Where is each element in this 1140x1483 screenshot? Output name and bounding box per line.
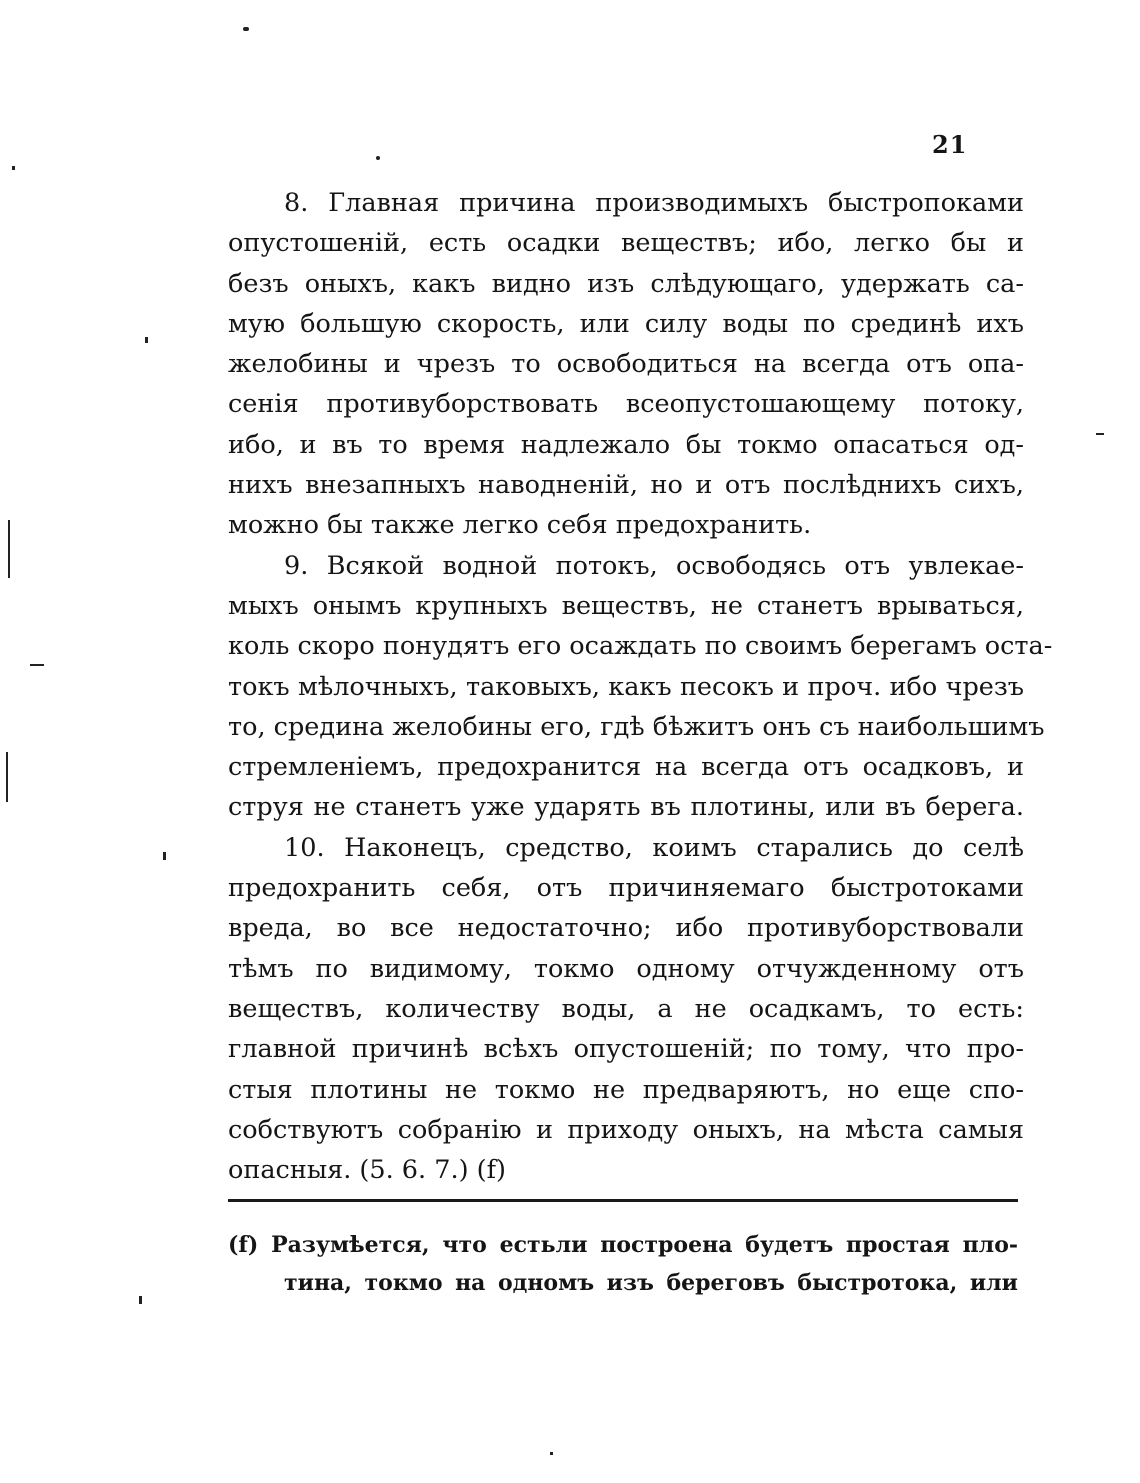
footnote-line: тина, токмо на одномъ изъ береговъ быстротока, или — [284, 1270, 1018, 1296]
text-line: главной причинѣ всѣхъ опустошеній; по тому, что про- — [228, 1034, 1024, 1065]
scan-speck — [12, 166, 15, 170]
text-line: желобины и чрезъ то освободиться на всегда отъ опа- — [228, 349, 1024, 380]
text-line: 9. Всякой водной потокъ, освободясь отъ увлекае- — [284, 550, 1024, 581]
text-line: безъ оныхъ, какъ видно изъ слѣдующаго, удержать са- — [228, 268, 1024, 299]
text-line: нихъ внезапныхъ наводненій, но и отъ послѣднихъ сихъ, — [228, 470, 1024, 501]
text-line: собствуютъ собранію и приходу оныхъ, на мѣста самыя — [228, 1114, 1024, 1145]
text-line: ибо, и въ то время надлежало бы токмо опасаться од- — [228, 429, 1024, 460]
text-line: опасныя. (5. 6. 7.) (f) — [228, 1155, 506, 1186]
scan-speck — [243, 27, 249, 31]
text-line: мую большую скорость, или силу воды по срединѣ ихъ — [228, 308, 1024, 339]
text-line: токъ мѣлочныхъ, таковыхъ, какъ песокъ и проч. ибо чрезъ — [228, 671, 1024, 702]
scan-speck — [1096, 433, 1104, 435]
footnote — [228, 1226, 1018, 1302]
text-line: 10. Наконецъ, средство, коимъ старались до селѣ — [284, 832, 1024, 863]
text-line: тѣмъ по видимому, токмо одному отчужденному отъ — [228, 953, 1024, 984]
page-number: 21 — [932, 130, 968, 159]
text-line: струя не станетъ уже ударять въ плотины, или въ берега. — [228, 792, 1024, 823]
text-line: предохранить себя, отъ причиняемаго быстротоками — [228, 873, 1024, 904]
text-line: стыя плотины не токмо не предваряютъ, но еще спо- — [228, 1074, 1024, 1105]
scan-speck — [376, 156, 380, 160]
scan-speck — [163, 852, 166, 860]
scan-speck — [30, 664, 44, 666]
main-text — [228, 183, 1053, 1190]
text-line: коль скоро понудятъ его осаждать по своимъ берегамъ оста- — [228, 631, 1053, 662]
text-line: то, средина желобины его, гдѣ бѣжитъ онъ съ наибольшимъ — [228, 711, 1045, 742]
text-line: сенія противуборствовать всеопустошающему потоку, — [228, 389, 1024, 420]
scan-speck — [8, 520, 10, 578]
scan-speck — [145, 337, 148, 343]
footnote-divider — [228, 1199, 1018, 1202]
text-line: мыхъ онымъ крупныхъ веществъ, не станетъ врываться, — [228, 590, 1024, 621]
text-line: 8. Главная причина производимыхъ быстропоками — [284, 188, 1024, 218]
text-line: можно бы также легко себя предохранить. — [228, 510, 812, 541]
text-line: веществъ, количеству воды, а не осадкамъ, то есть: — [228, 993, 1024, 1024]
footnote-line: (f) Разумѣется, что естьли построена будетъ простая пло- — [228, 1232, 1018, 1258]
text-line: вреда, во все недостаточно; ибо противуборствовали — [228, 913, 1024, 944]
scan-speck — [139, 1296, 142, 1304]
scan-speck — [550, 1452, 553, 1455]
text-line: опустошеній, есть осадки веществъ; ибо, легко бы и — [228, 228, 1024, 259]
scan-speck — [6, 752, 8, 802]
text-line: стремленіемъ, предохранится на всегда отъ осадковъ, и — [228, 752, 1024, 783]
